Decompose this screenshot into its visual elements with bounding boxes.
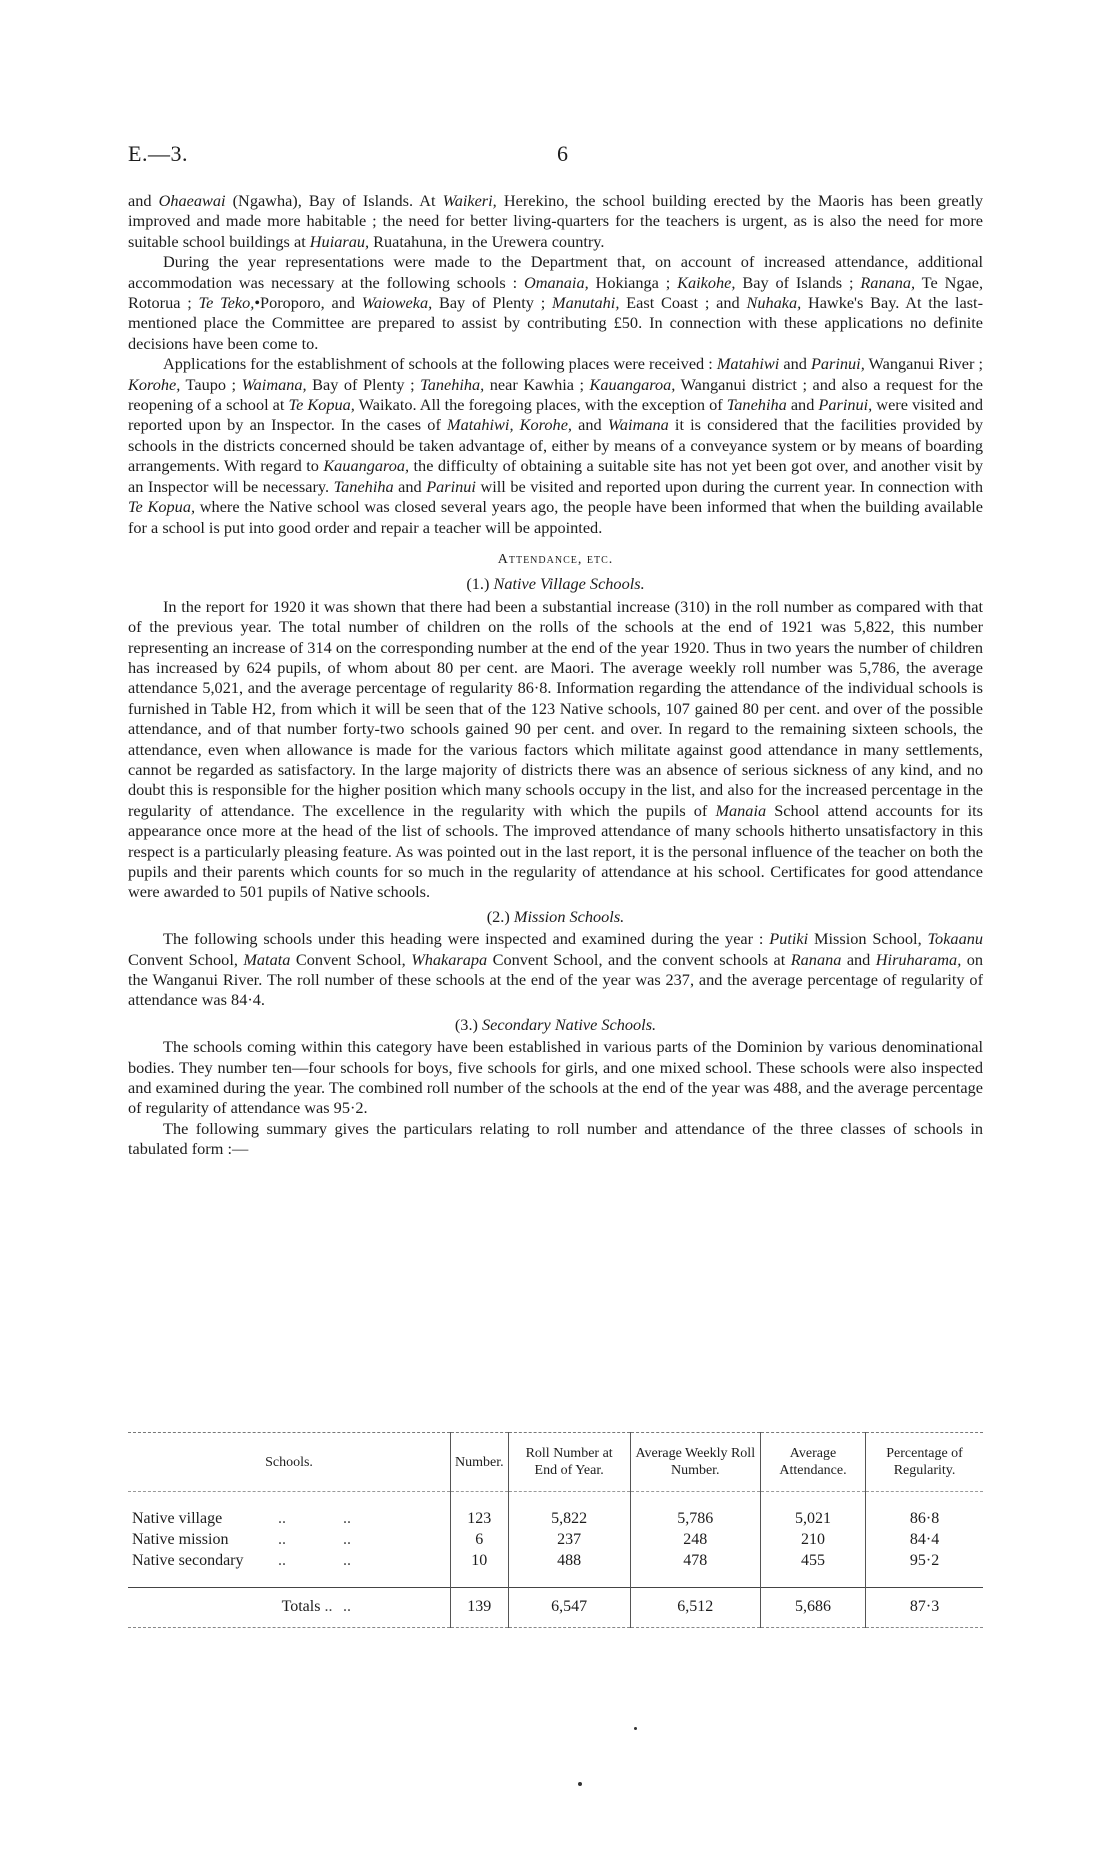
subheading-title: Native Village Schools. — [493, 574, 645, 594]
paragraph: Applications for the establishment of schools at the following places were received : Matahiwi and Parinui, Wanganui River ; Korohe, Taupo ; Waimana, Bay of Plenty ; Tanehiha, near Kawhia ; Kauangaroa, Wanganui district ; and also a request for the reopening of a school at Te Kopua, Waikato. All the foregoing places, with the exception of Tanehiha and Parinui, were visited and reported upon by an Inspector. In the cases of Matahiwi, Korohe, and Waimana it is considered that the facilities provided by schools in the districts concerned should be taken advantage of, either by means of a conveyance system or by means of boarding arrangements. With regard to Kauangaroa, the difficulty of obtaining a suitable site has not yet been got over, and another visit by an Inspector will be necessary. Tanehiha and Parinui will be visited and reported upon during the current year. In connection with Te Kopua, where the Native school was closed several years ago, the people have been informed that when the building available for a school is put into good order and repair a teacher will be appointed. — [128, 354, 984, 537]
italic-run: Parinui, — [818, 395, 873, 415]
table-totals-row — [128, 1588, 983, 1628]
table-row — [128, 1529, 983, 1550]
summary-table — [128, 1432, 983, 1628]
italic-run: Nuhaka, — [746, 293, 802, 313]
italic-run: Tanehiha — [726, 395, 787, 415]
italic-run: Tanehiha, — [420, 374, 485, 394]
italic-run: Tanehiha — [333, 476, 394, 496]
subheading-title: Secondary Native Schools. — [482, 1014, 657, 1034]
cell-number: 10 — [451, 1550, 509, 1571]
italic-run: Hiruharama, — [875, 949, 962, 969]
italic-run: Ohaeawai — [158, 191, 226, 210]
cell-attendance: 5,686 — [760, 1588, 865, 1628]
cell-weekly: 5,786 — [630, 1508, 760, 1529]
scan-speck — [578, 1782, 582, 1786]
leader-dots: .. — [343, 1598, 351, 1615]
table-row — [128, 1550, 983, 1571]
cell-regularity: 87·3 — [866, 1588, 983, 1628]
column-header-weekly: Average Weekly Roll Number. — [630, 1433, 760, 1492]
subheading-secondary — [128, 1015, 983, 1035]
italic-run: Waikeri, — [442, 191, 497, 210]
paragraph: and Ohaeawai (Ngawha), Bay of Islands. At Waikeri, Herekino, the school building erected by the Maoris has been greatly improved and made more habitable ; the need for better living-quarters for the teachers is urgent, as is also the need for more suitable school buildings at Huiarau, Ruatahuna, in the Urewera country. — [128, 191, 984, 251]
cell-regularity: 95·2 — [866, 1550, 983, 1571]
subheading-title: Mission Schools. — [513, 906, 625, 926]
italic-run: Matata — [243, 949, 291, 969]
section-heading-attendance: Attendance, etc. — [497, 551, 614, 567]
italic-run: Matahiwi, Korohe, — [447, 415, 572, 435]
page-number: 6 — [557, 141, 568, 166]
italic-run: Omanaia, — [524, 272, 589, 292]
scan-speck — [634, 1727, 637, 1730]
table-row — [128, 1508, 983, 1529]
column-header-roll: Roll Number at End of Year. — [508, 1433, 630, 1492]
italic-run: Kauangaroa, — [323, 456, 410, 476]
subheading-native-village — [128, 574, 983, 594]
page-header — [128, 141, 983, 171]
column-header-number: Number. — [451, 1433, 509, 1492]
italic-run: Whakarapa — [411, 949, 488, 969]
leader-dots: .. — [278, 1510, 286, 1527]
cell-attendance: 455 — [760, 1550, 865, 1571]
leader-dots: .. — [278, 1552, 286, 1569]
paragraph: The following summary gives the particulars relating to roll number and attendance of the three classes of schools in tabulated form :— — [128, 1118, 983, 1159]
subheading-mission — [128, 907, 983, 927]
cell-attendance: 210 — [760, 1529, 865, 1550]
cell-number: 6 — [451, 1529, 509, 1550]
paragraph: The following schools under this heading were inspected and examined during the year : Putiki Mission School, Tokaanu Convent School, Matata Convent School, Whakarapa Convent School, and the convent schools at Ranana and Hiruharama, on the Wanganui River. The roll number of these schools at the end of the year was 237, and the average percentage of regularity of attendance was 84·4. — [128, 929, 984, 1010]
italic-run: Te Kopua, — [288, 395, 355, 415]
subheading-number: (3.) — [454, 1014, 478, 1034]
leader-dots: .. — [343, 1552, 351, 1569]
italic-run: Manaia — [715, 800, 767, 820]
italic-run: Huiarau, — [309, 231, 370, 251]
row-school-name: Native secondary — [132, 1552, 244, 1569]
italic-run: Kaikohe, — [677, 272, 736, 292]
cell-number: 123 — [451, 1508, 509, 1529]
cell-roll: 6,547 — [508, 1588, 630, 1628]
row-school-name: Native mission — [132, 1531, 229, 1548]
italic-run: Kauangaroa, — [589, 374, 676, 394]
italic-run: Te Kopua, — [128, 497, 196, 517]
cell-number: 139 — [451, 1588, 509, 1628]
leader-dots: .. — [324, 1598, 333, 1615]
cell-roll: 5,822 — [508, 1508, 630, 1529]
italic-run: Tokaanu — [927, 929, 983, 949]
subheading-number: (2.) — [486, 906, 510, 926]
italic-run: Parinui, — [810, 354, 865, 374]
column-header-regularity: Percentage of Regularity. — [866, 1433, 983, 1492]
italic-run: Ranana — [790, 949, 842, 969]
body-text — [128, 191, 983, 1160]
italic-run: Waimana, — [241, 374, 307, 394]
paragraph: The schools coming within this category have been established in various parts of the Dominion by various denominational bodies. They number ten—four schools for boys, five schools for girls, and one mixed school. These schools were also inspected and examined during the year. The combined roll number of the schools at the end of the year was 488, and the average percentage of regularity of attendance was 95·2. — [128, 1037, 983, 1118]
cell-roll: 237 — [508, 1529, 630, 1550]
italic-run: Putiki — [769, 929, 809, 949]
italic-run: Korohe, — [128, 374, 181, 394]
italic-run: Ranana, — [860, 272, 916, 292]
totals-label: Totals — [281, 1598, 321, 1615]
italic-run: Waioweka, — [361, 293, 433, 313]
leader-dots: .. — [343, 1510, 351, 1527]
cell-roll: 488 — [508, 1550, 630, 1571]
leader-dots: .. — [343, 1531, 351, 1548]
italic-run: Parinui — [426, 476, 476, 496]
subheading-number: (1.) — [466, 574, 490, 594]
italic-run: Matahiwi — [716, 354, 780, 374]
column-header-attendance: Average Attendance. — [760, 1433, 865, 1492]
table-header-row — [128, 1433, 983, 1492]
cell-regularity: 86·8 — [866, 1508, 983, 1529]
italic-run: Te Teko, — [198, 293, 255, 313]
column-header-schools: Schools. — [128, 1433, 451, 1492]
leader-dots: .. — [278, 1531, 286, 1548]
italic-run: Manutahi, — [552, 293, 620, 313]
cell-weekly: 6,512 — [630, 1588, 760, 1628]
cell-weekly: 248 — [630, 1529, 760, 1550]
cell-weekly: 478 — [630, 1550, 760, 1571]
paragraph: During the year representations were made to the Department that, on account of increased attendance, additional accommodation was necessary at the following schools : Omanaia, Hokianga ; Kaikohe, Bay of Islands ; Ranana, Te Ngae, Rotorua ; Te Teko,•Poroporo, and Waioweka, Bay of Plenty ; Manutahi, East Coast ; and Nuhaka, Hawke's Bay. At the last-mentioned place the Committee are prepared to assist by contributing £50. In connection with these applications no definite decisions have been come to. — [128, 252, 984, 353]
italic-run: Waimana — [607, 415, 669, 435]
cell-regularity: 84·4 — [866, 1529, 983, 1550]
cell-attendance: 5,021 — [760, 1508, 865, 1529]
sheet-reference: E.—3. — [128, 141, 188, 166]
row-school-name: Native village — [132, 1510, 223, 1527]
paragraph: In the report for 1920 it was shown that there had been a substantial increase (310) in the roll number as compared with that of the previous year. The total number of children on the rolls of the schools at the end of 1921 was 5,822, this number representing an increase of 314 on the corresponding number at the end of the year 1920. Thus in two years the number of children has increased by 624 pupils, of whom about 80 per cent. are Maori. The average weekly roll number was 5,786, the average attendance 5,021, and the average percentage of regularity 86·8. Information regarding the attendance of the individual schools is furnished in Table H2, from which it will be seen that of the 123 Native schools, 107 gained 80 per cent. and over of the possible attendance, and of that number forty-two schools gained 90 per cent. and over. In regard to the remaining sixteen schools, the attendance, even when allowance is made for the various factors which militate against good attendance in many settlements, cannot be regarded as satisfactory. In the large majority of districts there was an absence of serious sickness of any kind, and no doubt this is responsible for the higher position which many schools occupy in the list, and also for the increased percentage in the regularity of attendance. The excellence in the regularity with which the pupils of Manaia School attend accounts for its appearance once more at the head of the list of schools. The improved attendance of many schools hitherto unsatisfactory in this respect is a particularly pleasing feature. As was pointed out in the last report, it is the personal influence of the teacher on both the pupils and their parents which counts for so much in the regularity of attendance at his school. Certificates for good attendance were awarded to 501 pupils of Native schools. — [128, 596, 983, 902]
